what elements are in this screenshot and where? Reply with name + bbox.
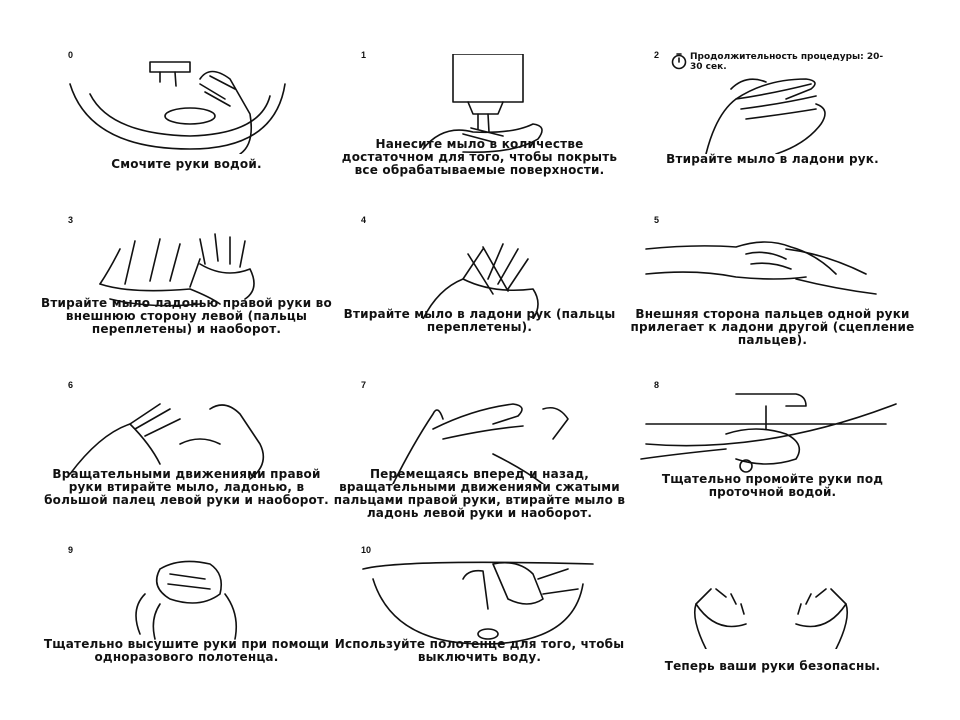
- step-number: 6: [68, 380, 74, 390]
- procedure-duration-note: [690, 52, 890, 72]
- step-number: 4: [361, 215, 367, 225]
- step-6: [40, 370, 333, 535]
- step-number: 1: [361, 50, 367, 60]
- step-7: [333, 370, 626, 535]
- step-caption: Втирайте мыло в ладони рук (пальцы переплетены).: [343, 307, 616, 334]
- step-8: [626, 370, 919, 535]
- step-caption: Нанесите мыло в количестве достаточном для того, чтобы покрыть все обрабатываемые поверхности.: [341, 137, 618, 177]
- step-caption: Тщательно промойте руки под проточной водой.: [661, 472, 884, 499]
- fingers-interlocked-illustration: [636, 219, 909, 319]
- procedure-duration-text: Продолжительность процедуры: 20-30 сек.: [690, 52, 884, 72]
- handwashing-steps-grid: [40, 40, 920, 700]
- step-number: 2: [654, 50, 660, 60]
- step-caption: Внешняя сторона пальцев одной руки прилегает к ладони другой (сцепление пальцев).: [630, 307, 915, 347]
- towel-tap-illustration: [343, 549, 616, 649]
- step-number: 5: [654, 215, 660, 225]
- step-caption: Смочите руки водой.: [111, 157, 262, 171]
- step-number: 9: [68, 545, 74, 555]
- step-3: [40, 205, 333, 370]
- step-number: 7: [361, 380, 367, 390]
- step-caption: Втирайте мыло в ладони рук.: [666, 152, 879, 166]
- step-4: [333, 205, 626, 370]
- step-number: 8: [654, 380, 660, 390]
- step-5: [626, 205, 919, 370]
- step-caption: Перемещаясь вперед и назад, вращательными движениями сжатыми пальцами правой руки, втирайте мыло в ладонь левой руки и наоборот.: [333, 467, 626, 520]
- step-number: 10: [361, 545, 372, 555]
- rinse-hands-illustration: [636, 384, 909, 484]
- step-number: 3: [68, 215, 74, 225]
- wet-hands-illustration: [50, 54, 323, 154]
- step-final: [626, 535, 919, 700]
- dry-hands-illustration: [50, 549, 323, 649]
- step-9: [40, 535, 333, 700]
- step-caption: Тщательно высушите руки при помощи одноразового полотенца.: [43, 637, 330, 664]
- step-10: [333, 535, 626, 700]
- step-1: [333, 40, 626, 205]
- step-caption: Вращательными движениями правой руки втирайте мыло, ладонью, в большой палец левой руки и наоборот.: [44, 467, 329, 507]
- stopwatch-icon: [670, 52, 688, 70]
- fingers-interlaced-illustration: [343, 219, 616, 319]
- step-caption: Используйте полотенце для того, чтобы выключить воду.: [334, 637, 625, 664]
- safe-hands-illustration: [636, 549, 909, 649]
- step-caption: Втирайте мыло ладонью правой руки во внешнюю сторону левой (пальцы переплетены) и наоборот.: [41, 296, 332, 336]
- step-0: [40, 40, 333, 205]
- step-number: 0: [68, 50, 74, 60]
- step-caption: Теперь ваши руки безопасны.: [664, 659, 881, 673]
